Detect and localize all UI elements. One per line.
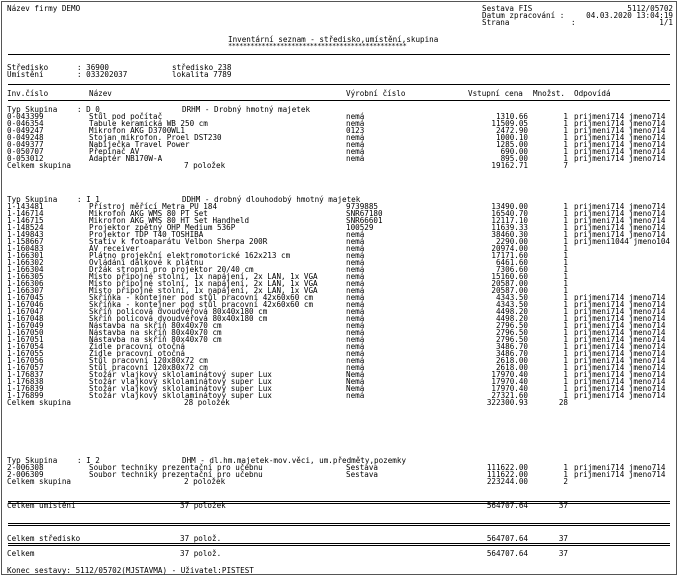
item-name: Přepínač AV (89, 147, 140, 156)
item-quantity: 1 (563, 223, 568, 232)
responsible-person: prijmeni714 jmeno714 (574, 154, 666, 163)
inventory-number: 1-166301 (7, 251, 44, 260)
divider (8, 543, 670, 546)
item-quantity: 1 (563, 463, 568, 472)
divider (8, 523, 670, 526)
inventory-number: 1-148524 (7, 223, 44, 232)
item-price: 2290.00 (495, 237, 528, 246)
item-quantity: 1 (563, 314, 568, 323)
responsible-person: prijmeni714 jmeno714 (574, 133, 666, 142)
item-name: Mikrofon AKG WMS 80 PT Set (89, 209, 208, 218)
item-quantity: 1 (563, 112, 568, 121)
item-name: Stožár vlajkový sklolaminátový super Lux (89, 384, 272, 393)
item-name: Stůl pod počítač (89, 112, 163, 121)
company-name: Název firmy DEMO (7, 4, 81, 13)
item-price: 2796.50 (495, 328, 528, 337)
item-price: 6461.60 (495, 258, 528, 267)
umisteni-name: lokalita 7789 (172, 70, 232, 79)
group-total-label: Celkem skupina (7, 398, 72, 407)
item-name: Stůl pracovní 120x80x72 cm (89, 356, 208, 365)
group-total-count: 7 položek (184, 161, 226, 170)
item-quantity: 1 (563, 363, 568, 372)
item-price: 11639.33 (491, 223, 528, 232)
inventory-number: 1-167045 (7, 293, 44, 302)
group-type-label: Typ Skupina (7, 105, 58, 114)
group-description: DDHM - drobný dlouhodobý hmotný majetek (182, 195, 361, 204)
group-total-count: 28 položek (184, 398, 230, 407)
item-quantity: 1 (563, 391, 568, 400)
table-row (2, 392, 678, 399)
group-total-qty: 7 (563, 161, 568, 170)
inventory-number: 1-146714 (7, 209, 44, 218)
inventory-number: 0-049248 (7, 133, 44, 142)
item-quantity: 1 (563, 342, 568, 351)
item-price: 38460.30 (491, 230, 528, 239)
item-name: Nástavba na skříň 80x40x70 cm (89, 335, 222, 344)
item-price: 4343.50 (495, 300, 528, 309)
item-name: Skříňka - kontejner pod stůl pracovní 42x60x60 cm (89, 293, 314, 302)
item-name: Stožár vlajkový sklolaminátový super Lux (89, 391, 272, 400)
group-total-price: 223244.00 (486, 477, 528, 486)
item-quantity: 1 (563, 216, 568, 225)
group-type-label: Typ Skupina (7, 195, 58, 204)
item-name: Místo připojné stolní, 1x napájení, 2x LAN, 1x VGA (89, 286, 318, 295)
col-header-inv: Inv.číslo (7, 89, 49, 98)
group-total-qty: 2 (563, 477, 568, 486)
item-quantity: 1 (563, 307, 568, 316)
umisteni-label: Umístění (7, 70, 44, 79)
item-name: Stožár vlajkový sklolaminátový super Lux (89, 377, 272, 386)
responsible-person: prijmeni714 jmeno714 (574, 209, 666, 218)
item-quantity: 1 (563, 349, 568, 358)
serial-number: nemá (346, 335, 365, 344)
item-price: 4343.50 (495, 293, 528, 302)
serial-number: nemá (346, 272, 365, 281)
celkem-umisteni-label: Celkem umístění (7, 501, 76, 510)
serial-number: Nemá (346, 370, 365, 379)
item-quantity: 1 (563, 286, 568, 295)
item-price: 16540.70 (491, 209, 528, 218)
item-quantity: 1 (563, 119, 568, 128)
item-quantity: 1 (563, 279, 568, 288)
responsible-person: prijmeni714 jmeno714 (574, 470, 666, 479)
inventory-number: 0-046354 (7, 119, 44, 128)
page-number: 1/1 (659, 18, 673, 27)
item-price: 17970.40 (491, 370, 528, 379)
item-name: Mikrofon AKG WMS 80 HT Set Handheld (89, 216, 250, 225)
page-colon: : (571, 18, 576, 27)
date-value: 04.03.2020 13:04:19 (586, 11, 673, 20)
item-name: Ovládání dálkové k plátnu (89, 258, 204, 267)
item-quantity: 1 (563, 251, 568, 260)
serial-number: nemá (346, 258, 365, 267)
serial-number: nemá (346, 133, 365, 142)
inventory-number: 1-176899 (7, 391, 44, 400)
item-price: 11509.05 (491, 119, 528, 128)
item-price: 2796.50 (495, 335, 528, 344)
responsible-person: prijmeni714 jmeno714 (574, 307, 666, 316)
item-name: Skříň policová dvoudvéřová 80x40x180 cm (89, 314, 268, 323)
divider (8, 100, 670, 101)
inventory-number: 1-143481 (7, 202, 44, 211)
serial-number: nemá (346, 286, 365, 295)
item-name: Projektor TDP T40 TOSHIBA (89, 230, 204, 239)
report-title: Inventární seznam - středisko,umístění,skupina (228, 35, 439, 44)
responsible-person: prijmeni714 jmeno714 (574, 140, 666, 149)
item-name: Skříň policová dvoudvéřová 80x40x180 cm (89, 307, 268, 316)
celkem-umisteni-count: 37 položek (180, 501, 226, 510)
responsible-person: prijmeni714 jmeno714 (574, 112, 666, 121)
inventory-number: 1-167051 (7, 335, 44, 344)
item-name: Adaptér NB170W-A (89, 154, 163, 163)
item-quantity: 1 (563, 335, 568, 344)
item-price: 7306.60 (495, 265, 528, 274)
inventory-number: 1-166304 (7, 265, 44, 274)
item-name: Nástavba na skříň 80x40x70 cm (89, 328, 222, 337)
inventory-number: 1-167050 (7, 328, 44, 337)
serial-number: nemá (346, 293, 365, 302)
item-price: 111622.00 (486, 463, 528, 472)
inventory-number: 1-167047 (7, 307, 44, 316)
responsible-person: prijmeni714 jmeno714 (574, 356, 666, 365)
divider (8, 54, 670, 55)
item-quantity: 1 (563, 126, 568, 135)
item-price: 1000.10 (495, 133, 528, 142)
item-price: 2618.00 (495, 363, 528, 372)
sestava-code: 5112/05702 (627, 4, 673, 13)
item-price: 12117.10 (491, 216, 528, 225)
inventory-number: 1-167048 (7, 314, 44, 323)
serial-number: SNR66601 (346, 216, 383, 225)
serial-number: nemá (346, 230, 365, 239)
item-quantity: 1 (563, 293, 568, 302)
col-header-qty: Množst. (533, 89, 566, 98)
serial-number: nemá (346, 119, 365, 128)
responsible-person: prijmeni714 jmeno714 (574, 363, 666, 372)
item-quantity: 1 (563, 356, 568, 365)
responsible-person: prijmeni714 jmeno714 (574, 370, 666, 379)
serial-number: nemá (346, 140, 365, 149)
inventory-number: 0-043399 (7, 112, 44, 121)
inventory-number: 1-166306 (7, 279, 44, 288)
item-price: 1285.00 (495, 140, 528, 149)
serial-number: nemá (346, 349, 365, 358)
divider (8, 501, 670, 504)
sestava-label: Sestava FIS (482, 4, 533, 13)
item-quantity: 1 (563, 370, 568, 379)
item-name: Židle pracovní otočná (89, 342, 186, 351)
serial-number: SNR67180 (346, 209, 383, 218)
responsible-person: prijmeni714 jmeno714 (574, 126, 666, 135)
divider (8, 84, 670, 85)
item-price: 3486.70 (495, 349, 528, 358)
serial-number: nemá (346, 314, 365, 323)
item-price: 1310.66 (495, 112, 528, 121)
celkem-stredisko-label: Celkem středisko (7, 534, 81, 543)
item-price: 13490.00 (491, 202, 528, 211)
inventory-number: 0-050707 (7, 147, 44, 156)
group-total-count: 2 položek (184, 477, 226, 486)
serial-number: nemá (346, 265, 365, 274)
group-total-price: 322300.93 (486, 398, 528, 407)
serial-number: nemá (346, 391, 365, 400)
inventory-number: 1-166305 (7, 272, 44, 281)
serial-number: nemá (346, 321, 365, 330)
stredisko-code: : 36900 (77, 63, 110, 72)
item-name: Nabíječka Travel Power (89, 140, 190, 149)
item-name: Projektor zpětný OHP Medium 536P (89, 223, 236, 232)
serial-number: nemá (346, 363, 365, 372)
serial-number: nemá (346, 307, 365, 316)
celkem-stredisko-price: 564707.64 (486, 534, 528, 543)
item-quantity: 1 (563, 230, 568, 239)
inventory-number: 0-049377 (7, 140, 44, 149)
item-price: 17970.40 (491, 384, 528, 393)
serial-number: nemá (346, 328, 365, 337)
item-name: Soubor techniky prezentační pro učebnu (89, 463, 263, 472)
group-description: DHM - dl.hm.majetek-mov.věci, um.předměty,pozemky (182, 456, 407, 465)
inventory-number: 1-176837 (7, 370, 44, 379)
group-code: : I 1 (77, 195, 100, 204)
item-quantity: 1 (563, 154, 568, 163)
page-label: Strana (482, 18, 510, 27)
item-name: Místo připojné stolní, 1x napájení, 2x LAN, 1x VGA (89, 279, 318, 288)
table-row (2, 155, 678, 162)
item-name: Mikrofon AKG D3700WL1 (89, 126, 186, 135)
serial-number: 100529 (346, 223, 374, 232)
group-total-label: Celkem skupina (7, 161, 72, 170)
item-price: 20974.00 (491, 244, 528, 253)
item-quantity: 1 (563, 202, 568, 211)
item-name: Držák stropní pro projektor 20/40 cm (89, 265, 254, 274)
item-price: 3486.70 (495, 342, 528, 351)
item-quantity: 1 (563, 209, 568, 218)
item-price: 17171.60 (491, 251, 528, 260)
item-price: 20587.00 (491, 279, 528, 288)
responsible-person: prijmeni714 jmeno714 (574, 300, 666, 309)
col-header-price: Vstupní cena (468, 89, 523, 98)
group-total-price: 19162.71 (491, 161, 528, 170)
item-price: 2472.90 (495, 126, 528, 135)
date-label: Datum zpracování : (482, 11, 565, 20)
inventory-number: 2-006309 (7, 470, 44, 479)
responsible-person: prijmeni714 jmeno714 (574, 216, 666, 225)
serial-number: Sestava (346, 463, 379, 472)
item-name: Stůl pracovní 120x80x72 cm (89, 363, 208, 372)
celkem-stredisko-count: 37 polož. (180, 534, 222, 543)
inventory-number: 0-053012 (7, 154, 44, 163)
group-total (2, 478, 678, 485)
serial-number: nemá (346, 356, 365, 365)
item-quantity: 1 (563, 377, 568, 386)
item-quantity: 1 (563, 272, 568, 281)
group-total (2, 162, 678, 169)
item-quantity: 1 (563, 300, 568, 309)
serial-number: Sestava (346, 470, 379, 479)
item-quantity: 1 (563, 321, 568, 330)
inventory-number: 1-167046 (7, 300, 44, 309)
item-name: Stojan mikrofon. Proel DST230 (89, 133, 222, 142)
inventory-number: 1-167057 (7, 363, 44, 372)
title-underline: ************************************************ (228, 42, 407, 50)
celkem-qty: 37 (558, 549, 568, 558)
item-name: Soubor techniky prezentační pro učebnu (89, 470, 263, 479)
responsible-person: prijmeni714 jmeno714 (574, 377, 666, 386)
inventory-number: 1-146715 (7, 216, 44, 225)
serial-number: Nemá (346, 377, 365, 386)
group-code: : D 0 (77, 105, 100, 114)
col-header-resp: Odpovídá (574, 89, 611, 98)
group-type-label: Typ Skupina (7, 456, 58, 465)
inventory-number: 1-167056 (7, 356, 44, 365)
serial-number: nemá (346, 147, 365, 156)
inventory-number: 1-160483 (7, 244, 44, 253)
responsible-person: prijmeni714 jmeno714 (574, 328, 666, 337)
group-description: DRHM - Drobný hmotný majetek (182, 105, 311, 114)
item-price: 20587.00 (491, 286, 528, 295)
item-name: Stativ k fotoaparátu Velbon Sherpa 200R (89, 237, 268, 246)
inventory-number: 2-006308 (7, 463, 44, 472)
responsible-person: prijmeni714 jmeno714 (574, 384, 666, 393)
item-quantity: 1 (563, 244, 568, 253)
group-code: : I 2 (77, 456, 100, 465)
inventory-number: 1-166302 (7, 258, 44, 267)
item-quantity: 1 (563, 140, 568, 149)
item-price: 2796.50 (495, 321, 528, 330)
group-total-label: Celkem skupina (7, 477, 72, 486)
item-name: Přístroj měřící Metra PU 184 (89, 202, 218, 211)
item-name: Stožár vlajkový sklolaminátový super Lux (89, 370, 272, 379)
item-name: Skříňka - kontejner pod stůl pracovní 42x60x60 cm (89, 300, 314, 309)
report-footer: Konec sestavy: 5112/05702(MJSTAVMA) - Uživatel:PISTEST (7, 566, 254, 575)
item-price: 27321.60 (491, 391, 528, 400)
serial-number: nemá (346, 244, 365, 253)
item-price: 4498.20 (495, 307, 528, 316)
item-name: Nástavba na skříň 80x40x70 cm (89, 321, 222, 330)
responsible-person: prijmeni714 jmeno714 (574, 321, 666, 330)
stredisko-label: Středisko (7, 63, 49, 72)
inventory-number: 1-167049 (7, 321, 44, 330)
inventory-number: 1-176839 (7, 384, 44, 393)
item-name: AV receiver (89, 244, 140, 253)
item-quantity: 1 (563, 265, 568, 274)
responsible-person: prijmeni714 jmeno714 (574, 349, 666, 358)
group-total (2, 399, 678, 406)
table-row (2, 471, 678, 478)
responsible-person: prijmeni714 jmeno714 (574, 223, 666, 232)
item-price: 690.00 (500, 147, 528, 156)
stredisko-name: středisko 238 (172, 63, 232, 72)
serial-number: nemá (346, 300, 365, 309)
responsible-person: prijmeni714 jmeno714 (574, 147, 666, 156)
item-price: 111622.00 (486, 470, 528, 479)
responsible-person: prijmeni714 jmeno714 (574, 463, 666, 472)
item-quantity: 1 (563, 133, 568, 142)
item-price: 895.00 (500, 154, 528, 163)
celkem-count: 37 polož. (180, 549, 222, 558)
responsible-person: prijmeni714 jmeno714 (574, 335, 666, 344)
item-quantity: 1 (563, 384, 568, 393)
celkem-price: 564707.64 (486, 549, 528, 558)
serial-number: nemá (346, 342, 365, 351)
serial-number: nemá (346, 251, 365, 260)
inventory-number: 1-158667 (7, 237, 44, 246)
serial-number: 0123 (346, 126, 365, 135)
umisteni-code: : 033202037 (77, 70, 128, 79)
inventory-number: 1-176838 (7, 377, 44, 386)
celkem-label: Celkem (7, 549, 35, 558)
inventory-number: 1-149843 (7, 230, 44, 239)
col-header-serial: Výrobní číslo (346, 89, 406, 98)
item-quantity: 1 (563, 470, 568, 479)
item-quantity: 1 (563, 147, 568, 156)
responsible-person: prijmeni714 jmeno714 (574, 293, 666, 302)
item-name: Tabule keramická WB 250 cm (89, 119, 208, 128)
item-name: Místo připojné stolní, 1x napájení, 2x LAN, 1x VGA (89, 272, 318, 281)
item-price: 15160.60 (491, 272, 528, 281)
inventory-number: 1-167055 (7, 349, 44, 358)
item-price: 4498.20 (495, 314, 528, 323)
responsible-person: prijmeni1044 jmeno104 (574, 237, 671, 246)
responsible-person: prijmeni714 jmeno714 (574, 202, 666, 211)
responsible-person: prijmeni714 jmeno714 (574, 314, 666, 323)
serial-number: nemá (346, 237, 365, 246)
inventory-number: 1-167054 (7, 342, 44, 351)
inventory-number: 1-166307 (7, 286, 44, 295)
item-price: 2618.00 (495, 356, 528, 365)
serial-number: nemá (346, 154, 365, 163)
responsible-person: prijmeni714 jmeno714 (574, 391, 666, 400)
serial-number: 9739885 (346, 202, 379, 211)
report-page (1, 1, 677, 575)
group-total-qty: 28 (558, 398, 568, 407)
celkem-umisteni-price: 564707.64 (486, 501, 528, 510)
serial-number: nemá (346, 112, 365, 121)
responsible-person: prijmeni714 jmeno714 (574, 230, 666, 239)
responsible-person: prijmeni714 jmeno714 (574, 342, 666, 351)
item-name: Židle pracovní otočná (89, 349, 186, 358)
inventory-number: 0-049247 (7, 126, 44, 135)
celkem-umisteni-qty: 37 (558, 501, 568, 510)
item-quantity: 1 (563, 258, 568, 267)
responsible-person: prijmeni714 jmeno714 (574, 119, 666, 128)
item-name: Plátno projekční elektromotorické 162x213 cm (89, 251, 291, 260)
serial-number: nemá (346, 279, 365, 288)
celkem-stredisko-qty: 37 (558, 534, 568, 543)
item-quantity: 1 (563, 328, 568, 337)
serial-number: Nemá (346, 384, 365, 393)
item-price: 17970.40 (491, 377, 528, 386)
col-header-name: Název (89, 89, 112, 98)
item-quantity: 1 (563, 237, 568, 246)
